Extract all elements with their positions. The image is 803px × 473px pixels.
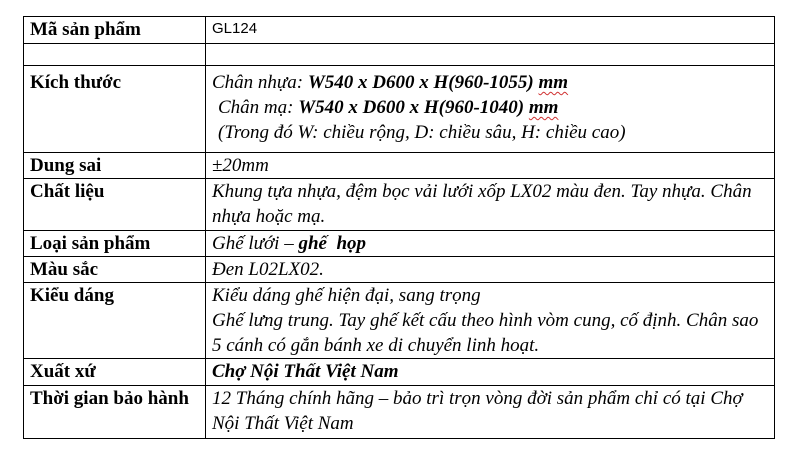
product-type-prefix: Ghế lưới – bbox=[212, 233, 299, 254]
label-product-type: Loại sản phẩm bbox=[24, 231, 206, 257]
size-plated-dims: W540 x D600 x H(960-1040) bbox=[298, 97, 525, 118]
label-color: Màu sắc bbox=[24, 257, 206, 283]
value-blank bbox=[206, 44, 775, 66]
label-warranty: Thời gian bảo hành bbox=[24, 386, 206, 439]
table-row-tolerance bbox=[24, 153, 775, 179]
label-style: Kiểu dáng bbox=[24, 283, 206, 359]
value-product-code: GL124 bbox=[206, 17, 775, 44]
product-type-emphasis: ghế họp bbox=[298, 233, 367, 254]
size-plastic-line bbox=[212, 70, 768, 95]
size-note: (Trong đó W: chiều rộng, D: chiều sâu, H: chiều cao) bbox=[218, 122, 626, 143]
value-warranty: 12 Tháng chính hãng – bảo trì trọn vòng đời sản phẩm chỉ có tại Chợ Nội Thất Việt Nam bbox=[206, 386, 775, 439]
table-row-warranty bbox=[24, 386, 775, 439]
table-row-size bbox=[24, 66, 775, 153]
table-row-blank bbox=[24, 44, 775, 66]
label-origin: Xuất xứ bbox=[24, 359, 206, 386]
value-tolerance: ±20mm bbox=[206, 153, 775, 179]
value-product-type bbox=[206, 231, 775, 257]
label-blank bbox=[24, 44, 206, 66]
value-origin: Chợ Nội Thất Việt Nam bbox=[206, 359, 775, 386]
size-plated-line bbox=[212, 95, 768, 120]
size-plated-prefix: Chân mạ: bbox=[218, 97, 299, 118]
value-style bbox=[206, 283, 775, 359]
style-line-2: Ghế lưng trung. Tay ghế kết cấu theo hình vòm cung, cố định. Chân sao 5 cánh có gắn bánh xe di chuyển linh hoạt. bbox=[212, 310, 759, 356]
label-size: Kích thước bbox=[24, 66, 206, 153]
size-plated-unit: mm bbox=[528, 97, 559, 118]
table-row-material bbox=[24, 179, 775, 231]
label-tolerance: Dung sai bbox=[24, 153, 206, 179]
table-row-origin bbox=[24, 359, 775, 386]
label-product-code: Mã sản phẩm bbox=[24, 17, 206, 44]
size-plastic-unit: mm bbox=[538, 72, 569, 93]
value-material: Khung tựa nhựa, đệm bọc vải lưới xốp LX02 màu đen. Tay nhựa. Chân nhựa hoặc mạ. bbox=[206, 179, 775, 231]
size-plastic-prefix: Chân nhựa: bbox=[212, 72, 308, 93]
value-color: Đen L02LX02. bbox=[206, 257, 775, 283]
table-row-product-type bbox=[24, 231, 775, 257]
value-size bbox=[206, 66, 775, 153]
table-row-product-code bbox=[24, 17, 775, 44]
style-line-1: Kiểu dáng ghế hiện đại, sang trọng bbox=[212, 285, 481, 306]
label-material: Chất liệu bbox=[24, 179, 206, 231]
table-row-color bbox=[24, 257, 775, 283]
size-plastic-dims: W540 x D600 x H(960-1055) bbox=[307, 72, 534, 93]
table-row-style bbox=[24, 283, 775, 359]
product-spec-table bbox=[23, 16, 775, 439]
